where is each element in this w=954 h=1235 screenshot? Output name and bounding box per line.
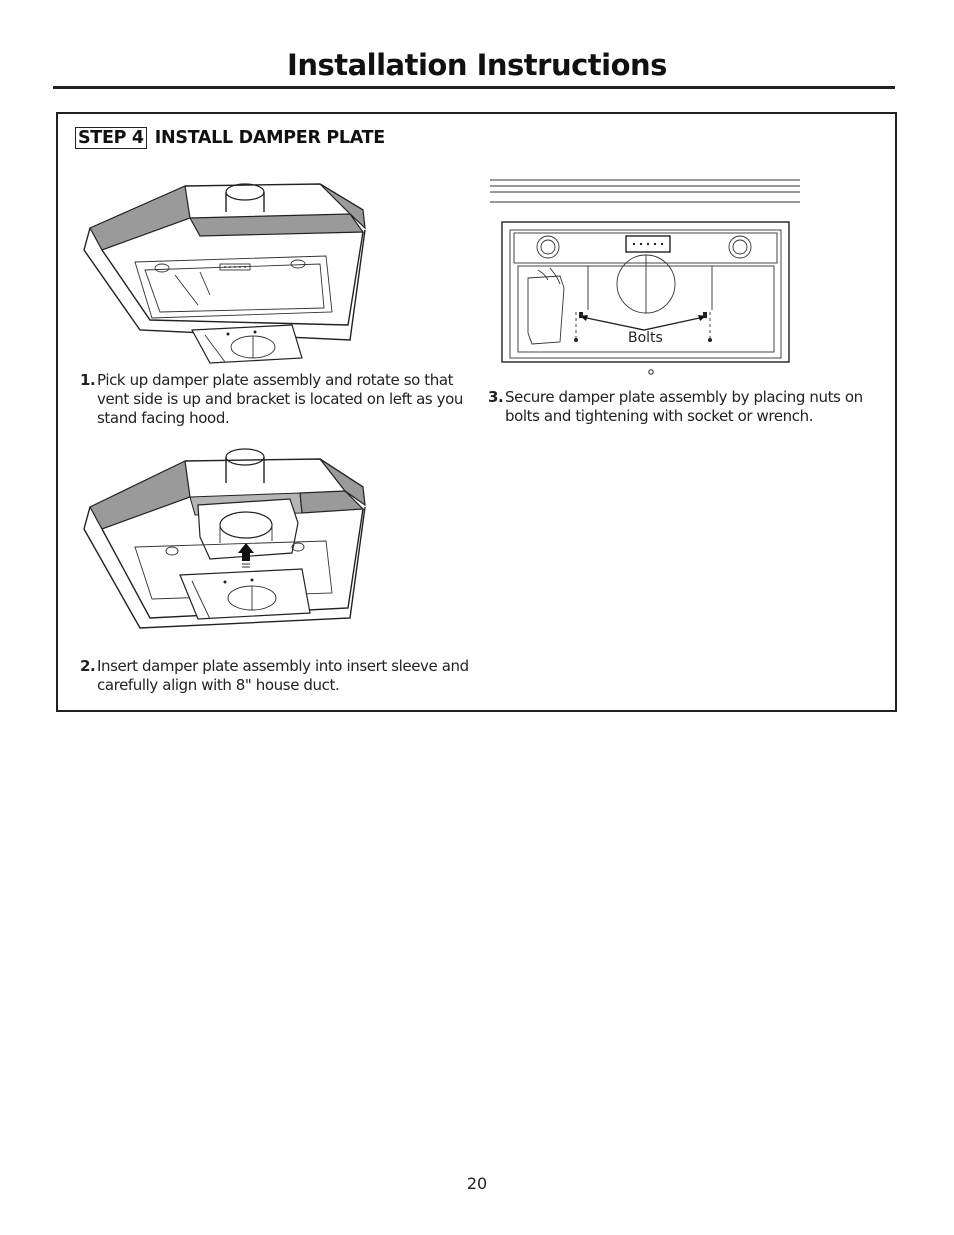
instruction-2-number: 2. [80, 657, 96, 675]
step-title: INSTALL DAMPER PLATE [154, 128, 385, 148]
figure-2-damper-plate-insert-sleeve [80, 443, 370, 638]
instruction-2 [80, 657, 469, 695]
figure-1-damper-plate-below-hood [80, 180, 370, 370]
step-heading [75, 128, 385, 148]
instruction-3-number: 3. [488, 388, 504, 406]
page-number: 20 [466, 1174, 488, 1193]
page-title: Installation Instructions [287, 48, 667, 82]
step-tag: STEP 4 [75, 127, 147, 149]
title-divider [53, 86, 895, 89]
instruction-1 [80, 371, 469, 428]
instruction-2-text: Insert damper plate assembly into insert sleeve and carefully align with 8" house duct. [97, 657, 469, 694]
figure-3-bolts-front-view [488, 178, 803, 378]
instruction-3 [488, 388, 865, 426]
instruction-1-number: 1. [80, 371, 96, 389]
instruction-1-text: Pick up damper plate assembly and rotate so that vent side is up and bracket is located on left as you stand facing hood. [97, 371, 464, 427]
instruction-3-text: Secure damper plate assembly by placing nuts on bolts and tightening with socket or wrench. [505, 388, 863, 425]
bolts-label: Bolts [628, 330, 663, 346]
